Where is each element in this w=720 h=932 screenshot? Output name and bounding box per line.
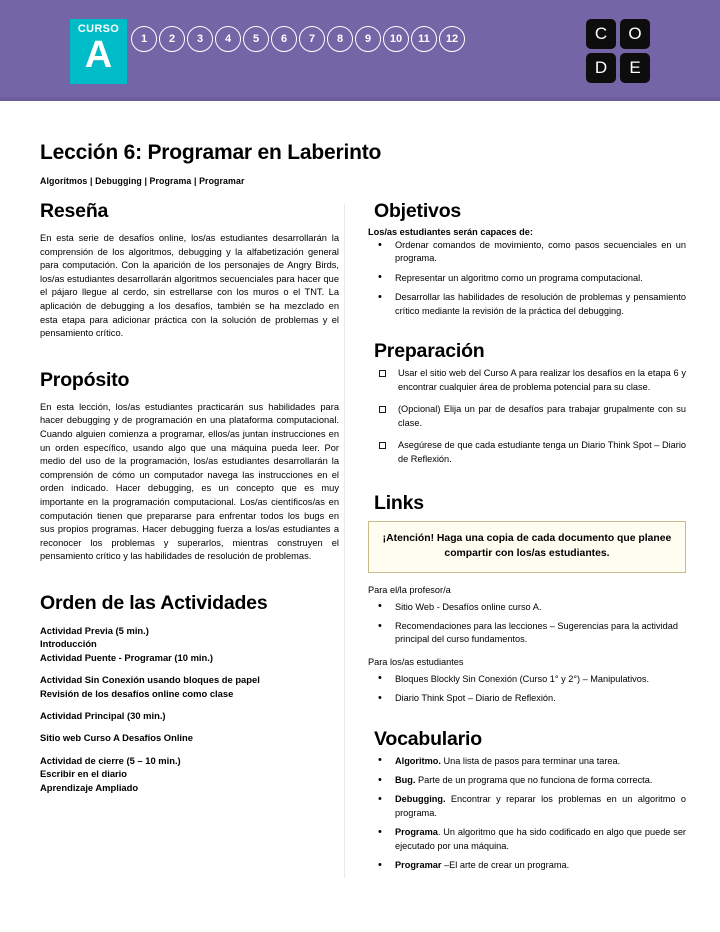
two-column-layout	[34, 200, 686, 878]
activity-line: Sitio web Curso A Desafíos Online	[40, 732, 193, 744]
vocabulary-item	[368, 793, 686, 820]
links-student-list	[368, 673, 686, 706]
stage-dot-5[interactable]: 5	[243, 26, 269, 52]
vocabulary-item	[368, 755, 686, 768]
activity-line: Actividad Puente - Programar (10 min.)	[40, 651, 213, 663]
lesson-page	[0, 141, 720, 878]
activity-group	[40, 709, 339, 722]
attention-callout: ¡Atención! Haga una copia de cada documento que planee compartir con los/as estudiantes.	[368, 521, 686, 573]
stage-dot-9[interactable]: 9	[355, 26, 381, 52]
proposito-body: En esta lección, los/as estudiantes practicarán sus habilidades para hacer debugging y de programación en una plataforma computacional. Cuando alguien comienza a programar, ellos/as juntan instrucciones en un orden específico, usando algo que una máquina pueda leer. Por medio del uso de la programación, los/as estudiantes desarrollarán la comprensión de cómo un computador navega las instrucciones en el orden indicado. Hacer debugging, es un concepto que es muy importante en la programación computacional. Los/as científicos/as en computación tienen que prepararse para enfrentar todos los bugs en sus propios programas. Hacer debugging fuerza a los/as estudiantes a reconocer los problemas y superarlos, mientras construyen el pensamiento crítico y las habilidades de resolución de problemas.	[40, 401, 339, 562]
resena-body: En esta serie de desafíos online, los/as estudiantes desarrollarán la comprensión de los algoritmos, debugging y la alfabetización general para computación. Con la aparición de los personajes de Angry Birds, los/as estudiantes desarrollarán algoritmos secuenciales para hacer que el pájaro llegue al cerdo, sin estrellarse con los muros o el TNT. La aplicación de debugging a los desafíos, también se ha mezclado en esta etapa para adicionar práctica con la solución de problemas y el pensamiento crítico.	[40, 233, 339, 339]
vocabulary-term: Debugging.	[395, 794, 446, 805]
stage-dot-3[interactable]: 3	[187, 26, 213, 52]
stage-dot-2[interactable]: 2	[159, 26, 185, 52]
code-logo-tile-c: C	[586, 19, 616, 49]
vocabulary-term: Bug.	[395, 775, 416, 786]
section-vocabulario	[368, 728, 686, 873]
vocabulary-definition: –El arte de crear un programa.	[441, 860, 570, 871]
vocabulary-term: Programa	[395, 827, 438, 838]
objetivo-item: • Desarrollar las habilidades de resolución de problemas y pensamiento crítico mediante la revisión de la práctica del debugging.	[368, 291, 686, 318]
stage-dot-10[interactable]: 10	[383, 26, 409, 52]
links-student-label: Para los/as estudiantes	[368, 656, 464, 667]
objetivos-heading: Objetivos	[374, 200, 462, 222]
vocabulary-term: Algoritmo.	[395, 755, 441, 766]
proposito-heading: Propósito	[40, 368, 130, 391]
activity-group	[40, 673, 339, 700]
course-header-band	[0, 0, 720, 101]
section-links	[368, 492, 686, 706]
vocabulary-term: Programar	[395, 860, 442, 871]
code-org-logo	[586, 19, 650, 83]
link-item: • Diario Think Spot – Diario de Reflexión.	[368, 692, 686, 705]
stage-dot-7[interactable]: 7	[299, 26, 325, 52]
activity-group	[40, 731, 339, 744]
vocabulary-definition: Parte de un programa que no funciona de forma correcta.	[415, 775, 653, 786]
page-title: Lección 6: Programar en Laberinto	[40, 141, 382, 164]
stage-dot-11[interactable]: 11	[411, 26, 437, 52]
left-column	[34, 200, 345, 878]
course-badge-label: CURSO	[77, 23, 120, 35]
section-objetivos	[368, 200, 686, 318]
vocabulary-definition: Encontrar y reparar los problemas en un algoritmo o programa.	[395, 794, 686, 818]
code-logo-tile-e: E	[620, 53, 650, 83]
vocabulary-definition: Una lista de pasos para terminar una tarea.	[440, 755, 621, 766]
section-proposito	[34, 369, 339, 564]
vocabulary-definition: . Un algoritmo que ha sido codificado en algo que puede ser ejecutado por una máquina.	[395, 827, 686, 851]
preparacion-item: (Opcional) Elija un par de desafíos para trabajar grupalmente con su clase.	[368, 403, 686, 430]
course-badge	[70, 19, 127, 84]
section-orden-actividades	[34, 592, 339, 794]
code-logo-tile-d: D	[586, 53, 616, 83]
stage-dot-1[interactable]: 1	[131, 26, 157, 52]
links-heading: Links	[374, 491, 424, 514]
stage-dot-6[interactable]: 6	[271, 26, 297, 52]
link-item: • Bloques Blockly Sin Conexión (Curso 1° y 2°) – Manipulativos.	[368, 673, 686, 686]
preparacion-item: Usar el sitio web del Curso A para realizar los desafíos en la etapa 6 y encontrar cualquier área de problema potencial para su clase.	[368, 367, 686, 394]
activity-line: Actividad Sin Conexión usando bloques de papel	[40, 674, 260, 686]
activity-line: Actividad Principal (30 min.)	[40, 709, 166, 721]
link-item: • Sitio Web - Desafíos online curso A.	[368, 601, 686, 614]
objetivo-item: • Representar un algoritmo como un programa computacional.	[368, 272, 686, 285]
vocabulary-item	[368, 774, 686, 787]
preparacion-item: Asegúrese de que cada estudiante tenga un Diario Think Spot – Diario de Reflexión.	[368, 439, 686, 466]
objetivos-list	[368, 239, 686, 318]
objetivos-lead: Los/as estudiantes serán capaces de:	[368, 227, 533, 237]
activity-line: Actividad de cierre (5 – 10 min.)	[40, 754, 181, 766]
preparacion-checklist	[368, 367, 686, 467]
right-column	[345, 200, 686, 878]
keyword-list: Algoritmos | Debugging | Programa | Programar	[40, 176, 245, 186]
course-badge-letter: A	[84, 34, 113, 76]
vocabulary-item	[368, 826, 686, 853]
vocabulario-list	[368, 755, 686, 873]
link-item: • Recomendaciones para las lecciones – Sugerencias para la actividad principal del curso fundamentos.	[368, 620, 686, 647]
section-preparacion	[368, 340, 686, 467]
links-teacher-label: Para el/la profesor/a	[368, 584, 451, 595]
stage-dot-4[interactable]: 4	[215, 26, 241, 52]
links-teacher-list	[368, 601, 686, 647]
vocabulary-item	[368, 859, 686, 872]
activity-line: Revisión de los desafíos online como clase	[40, 687, 234, 699]
resena-heading: Reseña	[40, 200, 109, 222]
orden-heading: Orden de las Actividades	[40, 591, 268, 614]
preparacion-heading: Preparación	[374, 340, 485, 363]
section-resena	[34, 200, 339, 341]
stage-dot-12[interactable]: 12	[439, 26, 465, 52]
code-logo-tile-o: O	[620, 19, 650, 49]
vocabulario-heading: Vocabulario	[374, 727, 482, 750]
activity-group	[40, 754, 339, 794]
activity-line: Actividad Previa (5 min.)	[40, 624, 149, 636]
stage-navigation	[131, 26, 465, 52]
stage-dot-8[interactable]: 8	[327, 26, 353, 52]
activity-group	[40, 624, 339, 664]
activity-line: Escribir en el diario	[40, 768, 128, 780]
activity-line: Aprendizaje Ampliado	[40, 781, 139, 793]
activity-line: Introducción	[40, 638, 97, 650]
objetivo-item: • Ordenar comandos de movimiento, como pasos secuenciales en un programa.	[368, 239, 686, 266]
activity-order-list	[34, 624, 339, 794]
